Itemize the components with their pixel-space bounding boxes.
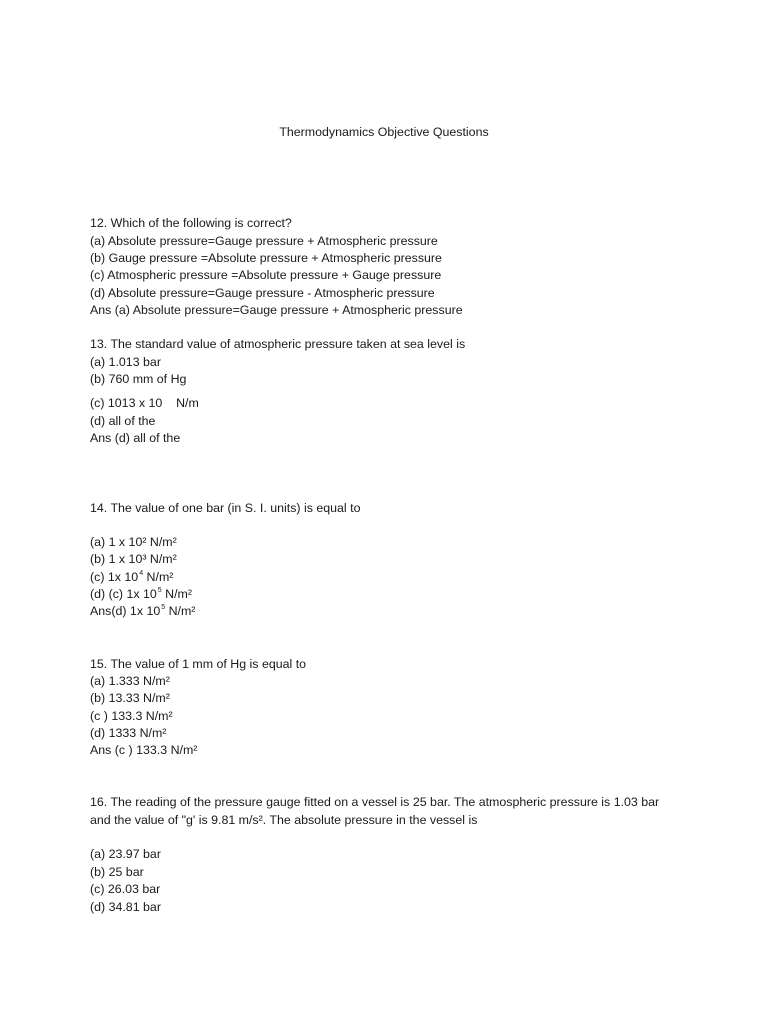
unit: N/m² <box>143 570 174 584</box>
unit: N/m² <box>165 604 196 618</box>
question-14-answer <box>90 603 195 619</box>
question-13-text: 13. The standard value of atmospheric pressure taken at sea level is <box>90 337 466 351</box>
exponent: 5 <box>157 587 162 594</box>
question-14-option-b: (b) 1 x 10³ N/m² <box>90 552 177 566</box>
answer-text: Ans(d) 1x 10 <box>90 604 161 618</box>
exponent: 4 <box>139 570 144 577</box>
question-13-option-a: (a) 1.013 bar <box>90 355 161 369</box>
question-15-option-a: (a) 1.333 N/m² <box>90 674 170 688</box>
question-15-answer: Ans (c ) 133.3 N/m² <box>90 743 198 757</box>
question-16-option-a: (a) 23.97 bar <box>90 847 161 861</box>
question-13-option-b: (b) 760 mm of Hg <box>90 372 187 386</box>
question-15-option-b: (b) 13.33 N/m² <box>90 691 170 705</box>
question-12-answer: Ans (a) Absolute pressure=Gauge pressure + Atmospheric pressure <box>90 303 463 317</box>
question-15-option-d: (d) 1333 N/m² <box>90 726 167 740</box>
question-16-option-b: (b) 25 bar <box>90 865 144 879</box>
question-15-option-c: (c ) 133.3 N/m² <box>90 709 173 723</box>
question-13-option-d: (d) all of the <box>90 414 156 428</box>
question-14-text: 14. The value of one bar (in S. I. units) is equal to <box>90 501 361 515</box>
question-16-option-c: (c) 26.03 bar <box>90 882 161 896</box>
question-12-option-b: (b) Gauge pressure =Absolute pressure + Atmospheric pressure <box>90 251 442 265</box>
question-14-option-c <box>90 569 173 585</box>
question-12-option-c: (c) Atmospheric pressure =Absolute pressure + Gauge pressure <box>90 268 442 282</box>
question-12-option-d: (d) Absolute pressure=Gauge pressure - Atmospheric pressure <box>90 286 435 300</box>
unit: N/m² <box>161 587 192 601</box>
option-text: (c) 1x 10 <box>90 570 139 584</box>
question-12-text: 12. Which of the following is correct? <box>90 216 292 230</box>
question-12-option-a: (a) Absolute pressure=Gauge pressure + Atmospheric pressure <box>90 234 438 248</box>
option-text: (d) (c) 1x 10 <box>90 587 157 601</box>
question-15-text: 15. The value of 1 mm of Hg is equal to <box>90 657 307 671</box>
question-16-text-line-1: 16. The reading of the pressure gauge fitted on a vessel is 25 bar. The atmospheric pressure is 1.03 bar <box>90 795 660 809</box>
question-16-option-d: (d) 34.81 bar <box>90 900 161 914</box>
page-title: Thermodynamics Objective Questions <box>279 125 489 139</box>
question-16-text-line-2: and the value of "g' is 9.81 m/s². The absolute pressure in the vessel is <box>90 813 478 827</box>
question-14-option-a: (a) 1 x 10² N/m² <box>90 535 177 549</box>
exponent: 5 <box>161 604 166 611</box>
question-13-answer: Ans (d) all of the <box>90 431 181 445</box>
question-13-option-c: (c) 1013 x 10 N/m <box>90 396 199 410</box>
question-14-option-d <box>90 586 192 602</box>
